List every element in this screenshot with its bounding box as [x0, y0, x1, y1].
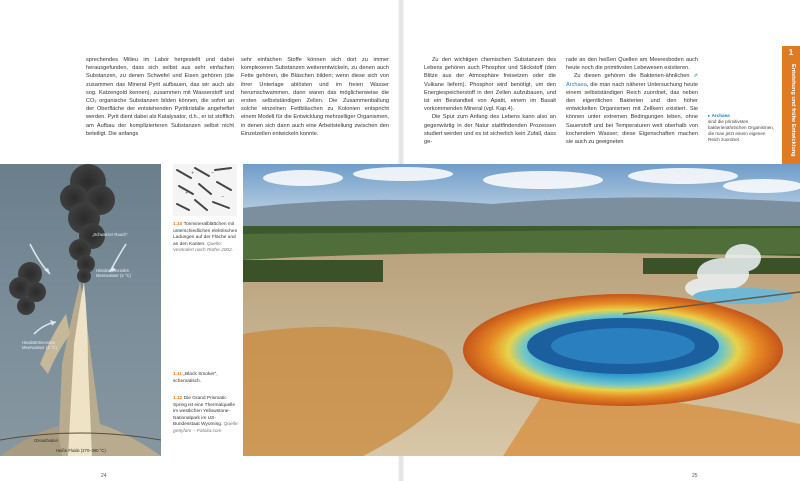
- right-col2-paragraph-2: [566, 72, 698, 146]
- caption-1-12-source: Quelle: gettyfam – Fotolia.com: [173, 422, 239, 434]
- right-col2-text-a: Zu diesen gehören die Bakterien-ähnlichen: [574, 73, 690, 80]
- caption-1-10-text: Tonmineralblättchen mit unterschiedlichen elektrischen Ladungen auf der Fläche und an den Kanten.: [173, 222, 238, 247]
- label-seawater-right: Hinabströmendes Meerwasser (4 °C): [96, 268, 131, 279]
- left-text-column-2: sehr einfachen Stoffe können sich dort zu immer komplexeren Substanzen weiterentwickeln, zu denen auch Fette gehören, die Bläschen bilden; wenn diese sich von ihrer Unterlage ablösten und im freien Wasser herumschwammen, dann waren das möglicherweise die ersten selbstständigen Zellen. Die Zusammenballung solche einzelnen Fettbläschen zu Kolonien entspricht einem Modell für die Entwicklung mehrzelliger Organismen, in denen sich dann auch eine Arbeitsteilung zwischen den Einzelzellen entwickeln konnte.: [241, 57, 389, 137]
- cross-ref-arrow-icon: ⇗: [693, 73, 698, 80]
- caption-1-11-number: 1.11: [173, 372, 183, 377]
- right-text-column-1: [424, 56, 556, 146]
- svg-text:−: −: [221, 194, 225, 199]
- chapter-number: 1: [788, 48, 794, 57]
- margin-note-archaea: [708, 113, 778, 143]
- clay-mineral-figure: [173, 164, 237, 216]
- caption-1-10-number: 1.10: [173, 222, 183, 227]
- label-seafloor: Ozeanboden: [34, 438, 58, 443]
- margin-note-term: Archaea: [711, 113, 730, 118]
- black-smoker-illustration: [0, 164, 161, 456]
- left-text-column-1: sprechendes Milieu im Labor hergestellt und dabei herausgefunden, dass sich selbst aus sehr einfachen Substanzen, zu denen Schwefel und Eisen gehören (die zusammen das Mineral Pyrit aufbauen, das wir auch als sog. Katzengold kennen), zusammen mit Wasserstoff und CO₂ organische Substanzen bilden können, die sofort an der Oberfläche der entstehenden Pyritkristalle angeheftet werden. Pyrit dient dabei als Katalysator, d.h., er ist stofflich am Aufbau der komplizierteren Substanzen selbst nicht beteiligt. Die anfangs: [86, 57, 234, 137]
- label-hot-fluid: Heiße Fluide (270–390 °C): [56, 448, 106, 453]
- caption-1-10: [173, 222, 239, 255]
- svg-text:−: −: [211, 170, 215, 175]
- label-black-smoke: „Schwarzer Rauch“: [92, 232, 128, 237]
- caption-1-12-text: Die Grand Prismatic Spring ist eine Thermalquelle im westlichen Yellowstone-Nationalpark im US-Bundesstaat Wyoming.: [173, 396, 236, 428]
- page-number-right: 25: [692, 473, 698, 479]
- clay-mineral-illustration: [173, 164, 237, 216]
- svg-text:+: +: [191, 170, 195, 175]
- caption-1-12-number: 1.12: [173, 396, 183, 401]
- margin-note-text: sind die primitivsten bakterienähnlichen Organismen, die man jetzt einem eigenen Reich zuordnet.: [708, 119, 775, 142]
- right-col1-paragraph-2: Die Spur zum Anfang des Lebens kann also an gegenwärtig in der Natur stattfindenden Prozessen studiert werden und es ist sicherlich kein Zufall, dass ge-: [424, 114, 556, 146]
- grand-prismatic-spring-photo: [243, 164, 800, 456]
- chapter-title-vertical: Entstehung und frühe Entwicklung: [790, 64, 796, 157]
- caption-1-12: [173, 396, 239, 436]
- right-col1-paragraph-1: Zu den wichtigen chemischen Substanzen des Lebens gehören auch Phosphor und Stickstoff (den Blitze aus der Atmosphäre freisetzen oder die Vulkane liefern). Phosphor wird benötigt, um den Energiespeicherstoff in den Zellen aufzubauen, und ist ein Bestandteil von Apatit, einem im Basalt vorkommenden Mineral (vgl. Kap.4).: [424, 57, 556, 113]
- page-number-left: 24: [101, 473, 107, 479]
- right-text-column-2: [566, 56, 698, 146]
- caption-1-10-source: Quelle: Verändert nach Rothe 2002.: [173, 241, 234, 254]
- caption-1-11: [173, 372, 239, 385]
- caption-1-11-text: „Black Smoker“, schematisch.: [173, 372, 218, 384]
- right-col2-paragraph-1: rade an den heißen Quellen am Meeresboden auch heute noch die primitivsten Lebewesen existieren.: [566, 57, 698, 72]
- term-archaea: Archaea: [566, 81, 587, 88]
- svg-text:+: +: [185, 190, 189, 195]
- margin-note-arrow-icon: ▸: [708, 113, 711, 118]
- right-col2-text-b: , die man nach näherer Untersuchung heute einem selbstständigen Reich zuordnet, das neben den eigentlichen Bakterien und den höher entwickelten Organismen mit Zellkern existiert. Sie können unter extremen Bedingungen leben, ohne Sauerstoff und bei Temperaturen weit oberhalb von kochendem Wasser; diese Eigenschaften machen sie auch zu geeigneten: [566, 81, 698, 146]
- label-seawater-left: Hinabströmendes Meerwasser (4 °C): [22, 340, 57, 351]
- grand-prismatic-spring-image: [243, 164, 800, 456]
- black-smoker-diagram: [0, 164, 161, 456]
